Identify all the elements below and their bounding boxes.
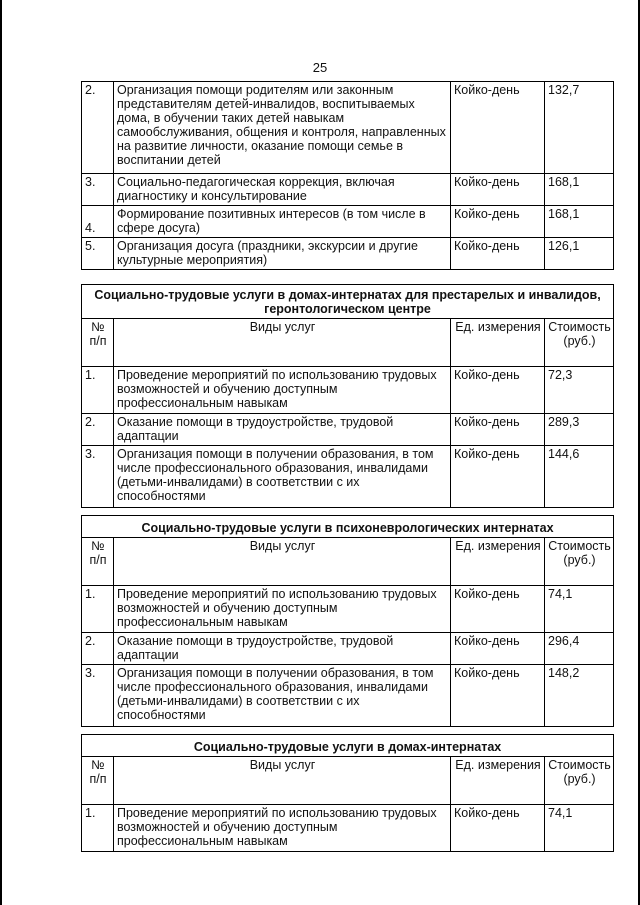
row-number: 2. xyxy=(82,82,114,174)
row-number: 3. xyxy=(82,665,114,727)
cost: 132,7 xyxy=(545,82,614,174)
table-row xyxy=(82,206,614,238)
unit: Койко-день xyxy=(451,633,545,665)
section-title: Социально-трудовые услуги в домах-интернатах для престарелых и инвалидов, геронтологическом центре xyxy=(82,285,614,319)
section-table-boarding-homes xyxy=(81,734,614,852)
service-name: Оказание помощи в трудоустройстве, трудовой адаптации xyxy=(114,414,451,446)
row-number: 1. xyxy=(82,805,114,852)
cost: 289,3 xyxy=(545,414,614,446)
unit: Койко-день xyxy=(451,805,545,852)
col-header-service: Виды услуг xyxy=(114,538,451,586)
col-header-cost: Стоимость (руб.) xyxy=(545,538,614,586)
cost: 168,1 xyxy=(545,206,614,238)
table-row xyxy=(82,446,614,508)
col-header-number: № п/п xyxy=(82,538,114,586)
col-header-cost: Стоимость (руб.) xyxy=(545,757,614,805)
row-number: 3. xyxy=(82,174,114,206)
service-name: Организация помощи в получении образования, в том числе профессионального образования, инвалидами (детьми-инвалидами) в соответствии с их способностями xyxy=(114,665,451,727)
unit: Койко-день xyxy=(451,82,545,174)
service-name: Проведение мероприятий по использованию трудовых возможностей и обучению доступным профессиональным навыкам xyxy=(114,367,451,414)
col-header-unit: Ед. измерения xyxy=(451,757,545,805)
cost: 126,1 xyxy=(545,238,614,270)
table-row xyxy=(82,238,614,270)
service-name: Организация досуга (праздники, экскурсии и другие культурные мероприятия) xyxy=(114,238,451,270)
page-left-edge xyxy=(0,0,2,905)
service-name: Формирование позитивных интересов (в том числе в сфере досуга) xyxy=(114,206,451,238)
table-row xyxy=(82,82,614,174)
col-header-unit: Ед. измерения xyxy=(451,538,545,586)
table-row xyxy=(82,586,614,633)
col-header-cost: Стоимость (руб.) xyxy=(545,319,614,367)
table-header-row xyxy=(82,538,614,586)
unit: Койко-день xyxy=(451,174,545,206)
cost: 296,4 xyxy=(545,633,614,665)
section-table-psychoneurological xyxy=(81,515,614,727)
cost: 74,1 xyxy=(545,805,614,852)
row-number: 4. xyxy=(82,206,114,238)
service-name: Организация помощи в получении образования, в том числе профессионального образования, инвалидами (детьми-инвалидами) в соответствии с их способностями xyxy=(114,446,451,508)
page-number: 25 xyxy=(312,60,328,75)
unit: Койко-день xyxy=(451,665,545,727)
row-number: 3. xyxy=(82,446,114,508)
section-title: Социально-трудовые услуги в психоневрологических интернатах xyxy=(82,516,614,538)
unit: Койко-день xyxy=(451,446,545,508)
section-title: Социально-трудовые услуги в домах-интернатах xyxy=(82,735,614,757)
table-header-row xyxy=(82,757,614,805)
unit: Койко-день xyxy=(451,367,545,414)
col-header-service: Виды услуг xyxy=(114,319,451,367)
col-header-service: Виды услуг xyxy=(114,757,451,805)
service-name: Оказание помощи в трудоустройстве, трудовой адаптации xyxy=(114,633,451,665)
cost: 144,6 xyxy=(545,446,614,508)
unit: Койко-день xyxy=(451,238,545,270)
row-number: 1. xyxy=(82,586,114,633)
service-name: Социально-педагогическая коррекция, включая диагностику и консультирование xyxy=(114,174,451,206)
service-name: Проведение мероприятий по использованию трудовых возможностей и обучению доступным профессиональным навыкам xyxy=(114,586,451,633)
col-header-unit: Ед. измерения xyxy=(451,319,545,367)
table-row xyxy=(82,367,614,414)
col-header-number: № п/п xyxy=(82,757,114,805)
cost: 72,3 xyxy=(545,367,614,414)
unit: Койко-день xyxy=(451,414,545,446)
table-row xyxy=(82,174,614,206)
row-number: 2. xyxy=(82,633,114,665)
service-name: Проведение мероприятий по использованию трудовых возможностей и обучению доступным профессиональным навыкам xyxy=(114,805,451,852)
col-header-number: № п/п xyxy=(82,319,114,367)
service-name: Организация помощи родителям или законным представителям детей-инвалидов, воспитываемых дома, в обучении таких детей навыкам самообслуживания, общения и контроля, направленных на развитие личности, оказание помощи семье в воспитании детей xyxy=(114,82,451,174)
table-row xyxy=(82,414,614,446)
row-number: 2. xyxy=(82,414,114,446)
unit: Койко-день xyxy=(451,206,545,238)
row-number: 1. xyxy=(82,367,114,414)
table-row xyxy=(82,805,614,852)
table-row xyxy=(82,665,614,727)
cost: 168,1 xyxy=(545,174,614,206)
table-header-row xyxy=(82,319,614,367)
row-number: 5. xyxy=(82,238,114,270)
services-table-continuation xyxy=(81,81,614,270)
section-table-elderly-homes xyxy=(81,284,614,508)
unit: Койко-день xyxy=(451,586,545,633)
cost: 74,1 xyxy=(545,586,614,633)
table-row xyxy=(82,633,614,665)
cost: 148,2 xyxy=(545,665,614,727)
